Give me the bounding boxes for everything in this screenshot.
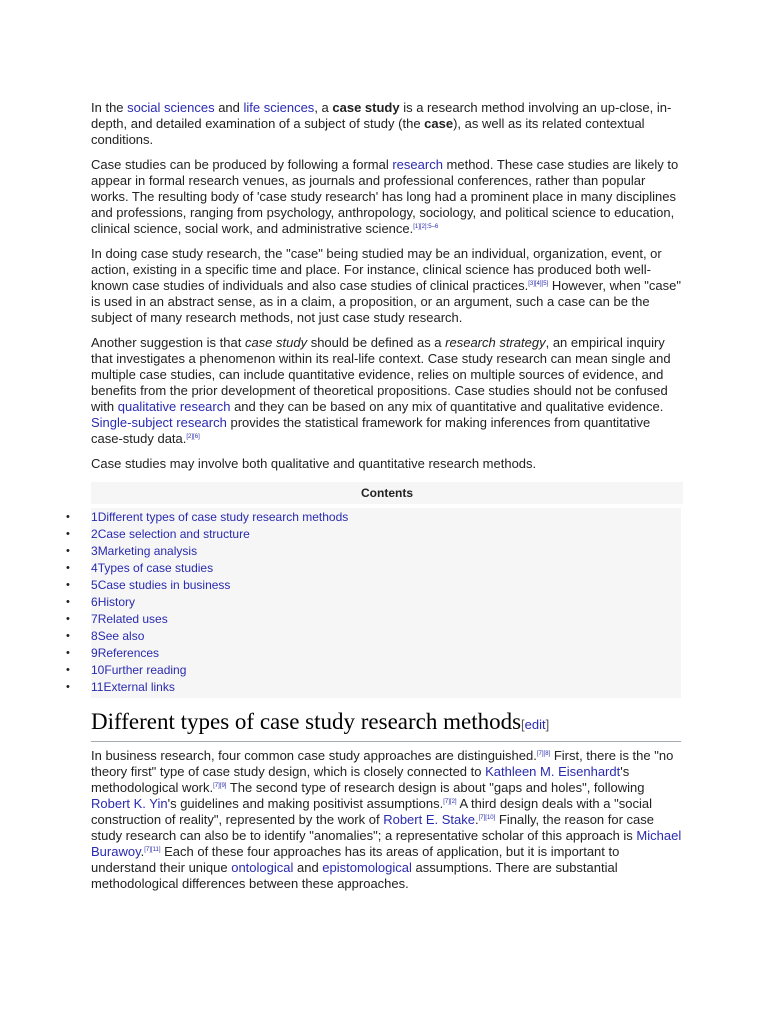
citation-ref[interactable]: [3][4][5] [528,281,549,287]
text: A third design deals with a "social construction of reality", represented by the work of [91,796,652,827]
toc-item[interactable] [60,628,680,645]
link-robert-stake[interactable]: Robert E. Stake [383,812,475,827]
toc-item-number[interactable]: 9 [91,646,98,660]
link-kathleen-eisenhardt[interactable]: Kathleen M. Eisenhardt [485,764,621,779]
text: is a research method involving an up-close, in-depth, and detailed examination of a subject of study (the [91,100,672,131]
text: . [140,844,145,859]
intro-paragraph-2 [91,157,683,237]
citation-ref[interactable]: [1][2]:5–6 [413,224,439,230]
text: and [293,860,323,875]
term-research-strategy: research strategy [445,335,546,350]
toc-item[interactable] [60,560,680,577]
toc-item-number[interactable]: 6 [91,595,98,609]
section-heading [91,708,681,742]
text: ), as well as its related contextual conditions. [91,116,645,147]
toc-item-number[interactable]: 2 [91,527,98,541]
bullet-icon: • [66,647,70,659]
bullet-icon: • [66,596,70,608]
text: In doing case study research, the "case" being studied may be an individual, organization, event, or action, existing in a specific time and place. For instance, clinical science has produced both well-known case studies of individuals and also case studies of clinical practices. [91,246,662,293]
toc-item[interactable] [60,645,680,662]
bullet-icon: • [66,664,70,676]
toc-item-number[interactable]: 4 [91,561,98,575]
text: provides the statistical framework for making inferences from quantitative case-study data. [91,415,651,446]
citation-ref[interactable]: [7][8] [536,751,551,757]
intro-paragraph-1 [91,100,683,148]
edit-bracket: ] [545,717,550,732]
bullet-icon: • [66,511,70,523]
term-case-study-italic: case study [244,335,308,350]
toc-item-number[interactable]: 5 [91,578,98,592]
link-research[interactable]: research [392,157,443,172]
toc-item-number[interactable]: 3 [91,544,98,558]
toc-item-number[interactable]: 1 [91,510,98,524]
edit-bracket: [ [521,717,525,732]
text: 's methodological work. [91,764,630,795]
bullet-icon: • [66,545,70,557]
toc-item-link[interactable]: Marketing analysis [97,544,198,558]
text: Each of these four approaches has its areas of application, but it is important to understand their unique [91,844,620,875]
intro-paragraph-4 [91,335,683,447]
intro-paragraph-3 [91,246,683,326]
toc-item-link[interactable]: See also [97,629,145,643]
text: , an empirical inquiry that investigates a phenomenon within its real-life context. Case study research can mean single and multiple case studies, can include quantitative evidence, relies on multiple sources of evidence, and benefits from the prior development of theoretical propositions. Case studies should not be confused with [91,335,671,414]
text: and [214,100,244,115]
text: Another suggestion is that [91,335,245,350]
toc-item-link[interactable]: References [97,646,160,660]
text: In business research, four common case study approaches are distinguished. [91,748,537,763]
bullet-icon: • [66,630,70,642]
toc-title: Contents [91,482,683,504]
section-paragraph-1 [91,748,683,892]
toc-item[interactable] [60,594,680,611]
text: . [474,812,479,827]
bullet-icon: • [66,562,70,574]
bullet-icon: • [66,579,70,591]
toc-item-number[interactable]: 11 [91,680,104,694]
intro-section [91,100,683,504]
toc-item[interactable] [60,611,680,628]
toc-item[interactable] [60,526,680,543]
intro-paragraph-5: Case studies may involve both qualitative and quantitative research methods. [91,456,537,471]
citation-ref[interactable]: [2][6] [186,434,200,440]
table-of-contents [60,509,680,696]
toc-item-link[interactable]: Case studies in business [97,578,231,592]
link-robert-yin[interactable]: Robert K. Yin [91,796,168,811]
toc-item-number[interactable]: 7 [91,612,98,626]
toc-item-link[interactable]: Different types of case study research methods [97,510,349,524]
text: assumptions. There are substantial methodological differences between these approaches. [91,860,618,891]
text: First, there is the "no theory first" type of case study design, which is closely connected to [91,748,674,779]
citation-ref[interactable]: [7][2] [443,799,457,805]
link-social-sciences[interactable]: social sciences [127,100,215,115]
bullet-icon: • [66,613,70,625]
text: Case studies can be produced by following a formal [91,157,393,172]
toc-item[interactable] [60,662,680,679]
citation-ref[interactable]: [7][10] [478,815,496,821]
toc-item[interactable] [60,543,680,560]
link-epistemological[interactable]: epistomological [322,860,412,875]
text: method. These case studies are likely to appear in formal research venues, as journals and professional conferences, rather than popular works. The resulting body of 'case study research' has long had a prominent place in many disciplines and professions, ranging from psychology, anthropology, sociology, and political science to education, clinical science, social work, and administrative science. [91,157,679,236]
toc-item[interactable] [60,509,680,526]
text: , a [314,100,333,115]
toc-item-link[interactable]: Further reading [104,663,187,677]
section-heading-text: Different types of case study research methods [91,709,522,734]
citation-ref[interactable]: [7][11] [144,847,161,853]
toc-item-link[interactable]: Case selection and structure [97,527,250,541]
link-life-sciences[interactable]: life sciences [243,100,315,115]
toc-item[interactable] [60,577,680,594]
text: In the [91,100,128,115]
edit-link[interactable]: edit [524,717,546,732]
link-single-subject-research[interactable]: Single-subject research [91,415,227,430]
link-ontological[interactable]: ontological [231,860,294,875]
toc-item[interactable] [60,679,680,696]
bullet-icon: • [66,681,70,693]
text: The second type of research design is about "gaps and holes", following [226,780,645,795]
text: should be defined as a [307,335,446,350]
link-qualitative-research[interactable]: qualitative research [117,399,231,414]
term-case-study: case study [332,100,400,115]
toc-item-link[interactable]: Types of case studies [97,561,214,575]
toc-item-number[interactable]: 8 [91,629,98,643]
text: and they can be based on any mix of quantitative and qualitative evidence. [230,399,664,414]
text: 's guidelines and making positivist assumptions. [167,796,444,811]
bullet-icon: • [66,528,70,540]
term-case: case [424,116,454,131]
toc-item-link[interactable]: Related uses [97,612,168,626]
toc-item-link[interactable]: History [97,595,136,609]
section-body [91,748,683,901]
toc-item-link[interactable]: External links [103,680,175,694]
text: However, when "case" is used in an abstract sense, as in a claim, a proposition, or an argument, such a case can be the subject of many research methods, not just case study research. [91,278,681,325]
citation-ref[interactable]: [7][9] [213,783,227,789]
link-michael-burawoy[interactable]: Michael Burawoy [91,828,682,859]
text: Finally, the reason for case study research can also be to identify "anomalies"; a representative scholar of this approach is [91,812,655,843]
toc-item-number[interactable]: 10 [91,663,105,677]
